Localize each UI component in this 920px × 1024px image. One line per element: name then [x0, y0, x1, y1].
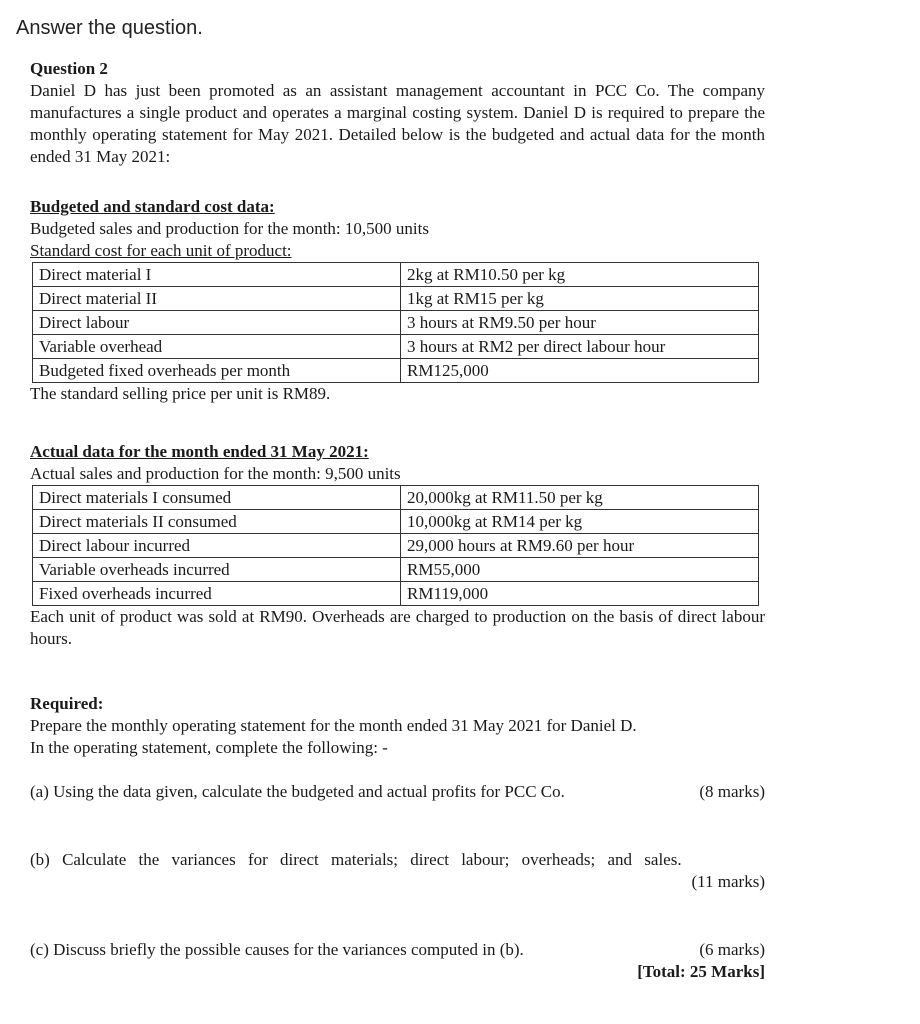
task-c-marks: (6 marks) — [699, 940, 765, 959]
table-cell-value: RM55,000 — [401, 558, 759, 582]
total-marks: [Total: 25 Marks] — [637, 962, 765, 981]
task-b-text: (b) Calculate the variances for direct materials; direct labour; overheads; and sales. — [30, 850, 682, 869]
table-cell-value: 20,000kg at RM11.50 per kg — [401, 486, 759, 510]
table-cell-label: Direct materials II consumed — [33, 510, 401, 534]
task-a — [30, 781, 765, 803]
table-cell-value: 29,000 hours at RM9.60 per hour — [401, 534, 759, 558]
table-cell-label: Direct material I — [33, 263, 401, 287]
question-title: Question 2 — [30, 59, 108, 78]
table-cell-label: Direct material II — [33, 287, 401, 311]
table-row — [33, 311, 759, 335]
question-intro: Daniel D has just been promoted as an assistant management accountant in PCC Co. The company manufactures a single product and operates a marginal costing system. Daniel D is required to prepare the monthly operating statement for May 2021. Detailed below is the budgeted and actual data for the month ended 31 May 2021: — [30, 81, 765, 166]
table-cell-value: 2kg at RM10.50 per kg — [401, 263, 759, 287]
table-row — [33, 335, 759, 359]
required-line-2: In the operating statement, complete the following: - — [30, 738, 388, 757]
task-a-marks: (8 marks) — [699, 782, 765, 801]
table-row — [33, 558, 759, 582]
actual-sales-line: Actual sales and production for the month: 9,500 units — [30, 464, 401, 483]
table-cell-label: Budgeted fixed overheads per month — [33, 359, 401, 383]
table-row — [33, 359, 759, 383]
budgeted-sales-line: Budgeted sales and production for the month: 10,500 units — [30, 219, 429, 238]
table-cell-label: Fixed overheads incurred — [33, 582, 401, 606]
task-c — [30, 939, 765, 961]
question-document — [30, 58, 765, 983]
task-c-text: (c) Discuss briefly the possible causes for the variances computed in (b). — [30, 940, 524, 959]
table-row — [33, 287, 759, 311]
table-row — [33, 582, 759, 606]
actual-heading: Actual data for the month ended 31 May 2021: — [30, 442, 369, 461]
standard-cost-line: Standard cost for each unit of product: — [30, 241, 292, 260]
required-line-1: Prepare the monthly operating statement for the month ended 31 May 2021 for Daniel D. — [30, 716, 637, 735]
table-cell-value: 10,000kg at RM14 per kg — [401, 510, 759, 534]
actual-note: Each unit of product was sold at RM90. Overheads are charged to production on the basis of direct labour hours. — [30, 607, 765, 648]
table-cell-value: RM119,000 — [401, 582, 759, 606]
table-cell-value: 3 hours at RM9.50 per hour — [401, 311, 759, 335]
required-heading: Required: — [30, 694, 104, 713]
table-cell-value: RM125,000 — [401, 359, 759, 383]
table-cell-label: Direct materials I consumed — [33, 486, 401, 510]
task-b-marks: (11 marks) — [691, 872, 765, 891]
selling-price-note: The standard selling price per unit is RM89. — [30, 384, 331, 403]
task-a-text: (a) Using the data given, calculate the budgeted and actual profits for PCC Co. — [30, 782, 565, 801]
table-cell-value: 3 hours at RM2 per direct labour hour — [401, 335, 759, 359]
table-cell-value: 1kg at RM15 per kg — [401, 287, 759, 311]
table-row — [33, 510, 759, 534]
prompt-text: Answer the question. — [16, 17, 203, 39]
table-row — [33, 534, 759, 558]
table-row — [33, 486, 759, 510]
task-b — [30, 849, 765, 893]
budgeted-heading: Budgeted and standard cost data: — [30, 197, 275, 216]
table-cell-label: Direct labour — [33, 311, 401, 335]
actual-table — [32, 485, 759, 606]
table-cell-label: Variable overheads incurred — [33, 558, 401, 582]
table-row — [33, 263, 759, 287]
budgeted-table — [32, 262, 759, 383]
table-cell-label: Direct labour incurred — [33, 534, 401, 558]
table-cell-label: Variable overhead — [33, 335, 401, 359]
required-section — [30, 693, 765, 983]
